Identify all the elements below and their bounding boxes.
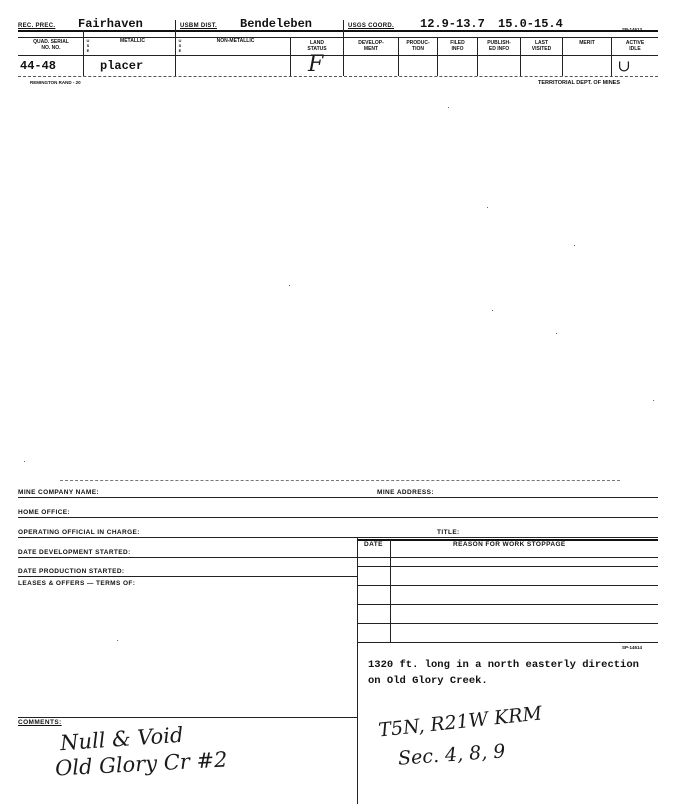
- col-last-visited: LAST VISITED: [531, 40, 552, 52]
- usgs-dist-value: Bendeleben: [240, 17, 313, 31]
- mine-address-label: MINE ADDRESS:: [377, 489, 434, 496]
- rec-prec-label: REC. PREC.: [18, 23, 56, 29]
- title-label: TITLE:: [437, 529, 460, 536]
- col-metallic: METALLIC: [120, 38, 145, 44]
- stoppage-reason-header: REASON FOR WORK STOPPAGE: [453, 541, 566, 548]
- col-filed-info: FILED INFO: [450, 40, 465, 52]
- coord-value-2: 15.0-15.4: [498, 17, 563, 31]
- form-number-bottom: SP-14614: [622, 645, 643, 650]
- col-development: DEVELOP- MENT: [358, 40, 384, 52]
- usgs-coord-label: USGS COORD.: [348, 23, 394, 29]
- record-quad-serial: 44-48: [20, 59, 57, 73]
- col-use-2: U S E: [178, 38, 182, 53]
- home-office-label: HOME OFFICE:: [18, 509, 71, 516]
- col-active-idle: ACTIVE IDLE: [625, 40, 645, 52]
- col-published-info: PUBLISH- ED INFO: [487, 40, 511, 52]
- footer-right-text: TERRITORIAL DEPT. OF MINES: [538, 80, 620, 86]
- col-non-metallic: NON-METALLIC: [216, 38, 255, 44]
- rec-prec-value: Fairhaven: [78, 17, 143, 31]
- mine-company-name-label: MINE COMPANY NAME:: [18, 489, 99, 496]
- col-merit: MERIT: [579, 40, 595, 46]
- record-metallic: placer: [100, 59, 144, 73]
- stoppage-date-header: DATE: [364, 541, 383, 548]
- land-status-mark: F: [308, 52, 324, 77]
- footer-left-text: REMINGTON RAND - 20: [30, 80, 81, 85]
- date-production-started-label: DATE PRODUCTION STARTED:: [18, 568, 125, 575]
- active-idle-mark: ⊃: [615, 59, 635, 74]
- typed-note-line-1: 1320 ft. long in a north easterly direction: [368, 659, 639, 671]
- col-quad-serial: QUAD. SERIAL NO. NO.: [33, 39, 69, 51]
- handwritten-comment-1: Null & Void: [59, 722, 185, 756]
- date-development-started-label: DATE DEVELOPMENT STARTED:: [18, 549, 131, 556]
- usgs-dist-label: USBM DIST.: [180, 23, 218, 29]
- leases-offers-label: LEASES & OFFERS — TERMS OF:: [18, 580, 136, 587]
- col-production: PRODUC- TION: [406, 40, 430, 52]
- handwritten-comment-2: Old Glory Cr #2: [54, 747, 229, 781]
- operating-official-label: OPERATING OFFICIAL IN CHARGE:: [18, 529, 140, 536]
- col-use-1: U S E: [86, 38, 90, 53]
- col-land-status: LAND STATUS: [307, 40, 327, 52]
- coord-value-1: 12.9-13.7: [420, 17, 485, 31]
- comments-label: COMMENTS:: [18, 719, 62, 726]
- handwritten-location-1: T5N, R21W KRM: [377, 702, 543, 742]
- typed-note-line-2: on Old Glory Creek.: [368, 675, 488, 687]
- form-number-top: SP-14613: [622, 27, 643, 32]
- handwritten-location-2: Sec. 4, 8, 9: [397, 740, 507, 770]
